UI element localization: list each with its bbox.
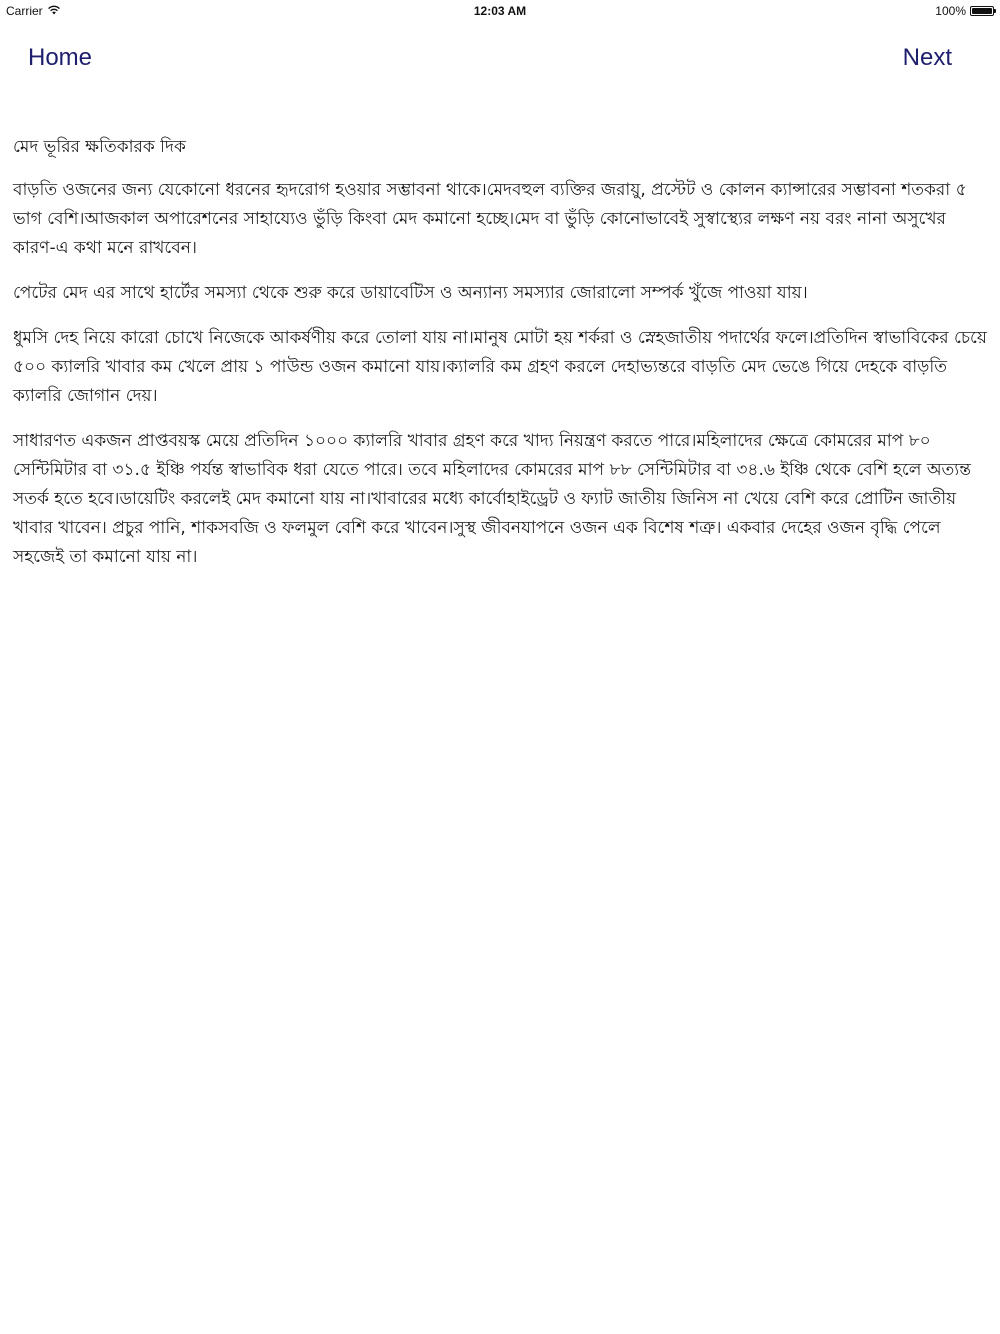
battery-icon (970, 6, 994, 16)
battery-fill (972, 8, 992, 14)
status-time: 12:03 AM (473, 4, 527, 18)
next-button[interactable]: Next (902, 44, 952, 71)
article-title: মেদ ভূরির ক্ষতিকারক দিক (13, 137, 186, 157)
home-button[interactable]: Home (28, 44, 93, 71)
carrier-label: Carrier (6, 4, 43, 18)
battery-percent: 100% (935, 4, 966, 18)
navigation-bar (0, 22, 1000, 102)
article-paragraph-1: বাড়তি ওজনের জন্য যেকোনো ধরনের হৃদরোগ হওয়ার সম্ভাবনা থাকে।মেদবহুল ব্যক্তির জরায়ু, প্রস্টেট ও কোলন ক্যান্সারের সম্ভাবনা শতকরা ৫ ভাগ বেশি।আজকাল অপারেশনের সাহায্যেও ভুঁড়ি কিংবা মেদ কমানো হচ্ছে।মেদ বা ভুঁড়ি কোনোভাবেই সুস্বাস্থ্যের লক্ষণ নয় বরং নানা অসুখের কারণ-এ কথা মনে রাখবেন। (13, 180, 967, 258)
article-paragraph-3: ধুমসি দেহ নিয়ে কারো চোখে নিজেকে আকর্ষণীয় করে তোলা যায় না।মানুষ মোটা হয় শর্করা ও স্নেহজাতীয় পদার্থের ফলে।প্রতিদিন স্বাভাবিকের চেয়ে ৫০০ ক্যালরি খাবার কম খেলে প্রায় ১ পাউন্ড ওজন কমানো যায়।ক্যালরি কম গ্রহণ করলে দেহাভ্যন্তরে বাড়তি মেদ ভেঙে গিয়ে দেহকে বাড়তি ক্যালরি জোগান দেয়। (13, 328, 987, 406)
article-paragraph-2: পেটের মেদ এর সাথে হার্টের সমস্যা থেকে শুরু করে ডায়াবেটিস ও অন্যান্য সমস্যার জোরালো সম্পর্ক খুঁজে পাওয়া যায়। (13, 283, 808, 303)
article-content (13, 133, 988, 588)
article-paragraph-4: সাধারণত একজন প্রাপ্তবয়স্ক মেয়ে প্রতিদিন ১০০০ ক্যালরি খাবার গ্রহণ করে খাদ্য নিয়ন্ত্রণ করতে পারে।মহিলাদের ক্ষেত্রে কোমরের মাপ ৮০ সেন্টিমিটার বা ৩১.৫ ইঞ্চি পর্যন্ত স্বাভাবিক ধরা যেতে পারে। তবে মহিলাদের কোমরের মাপ ৮৮ সেন্টিমিটার বা ৩৪.৬ ইঞ্চি থেকে বেশি হলে অত্যন্ত সতর্ক হতে হবে।ডায়েটিং করলেই মেদ কমানো যায় না।খাবারের মধ্যে কার্বোহাইড্রেট ও ফ্যাট জাতীয় জিনিস না খেয়ে বেশি করে প্রোটিন জাতীয় খাবার খাবেন। প্রচুর পানি, শাকসবজি ও ফলমুল বেশি করে খাবেন।সুস্থ জীবনযাপনে ওজন এক বিশেষ শত্রু। একবার দেহের ওজন বৃদ্ধি পেলে সহজেই তা কমানো যায় না। (13, 431, 971, 567)
status-bar (0, 0, 1000, 22)
status-right (935, 4, 994, 18)
